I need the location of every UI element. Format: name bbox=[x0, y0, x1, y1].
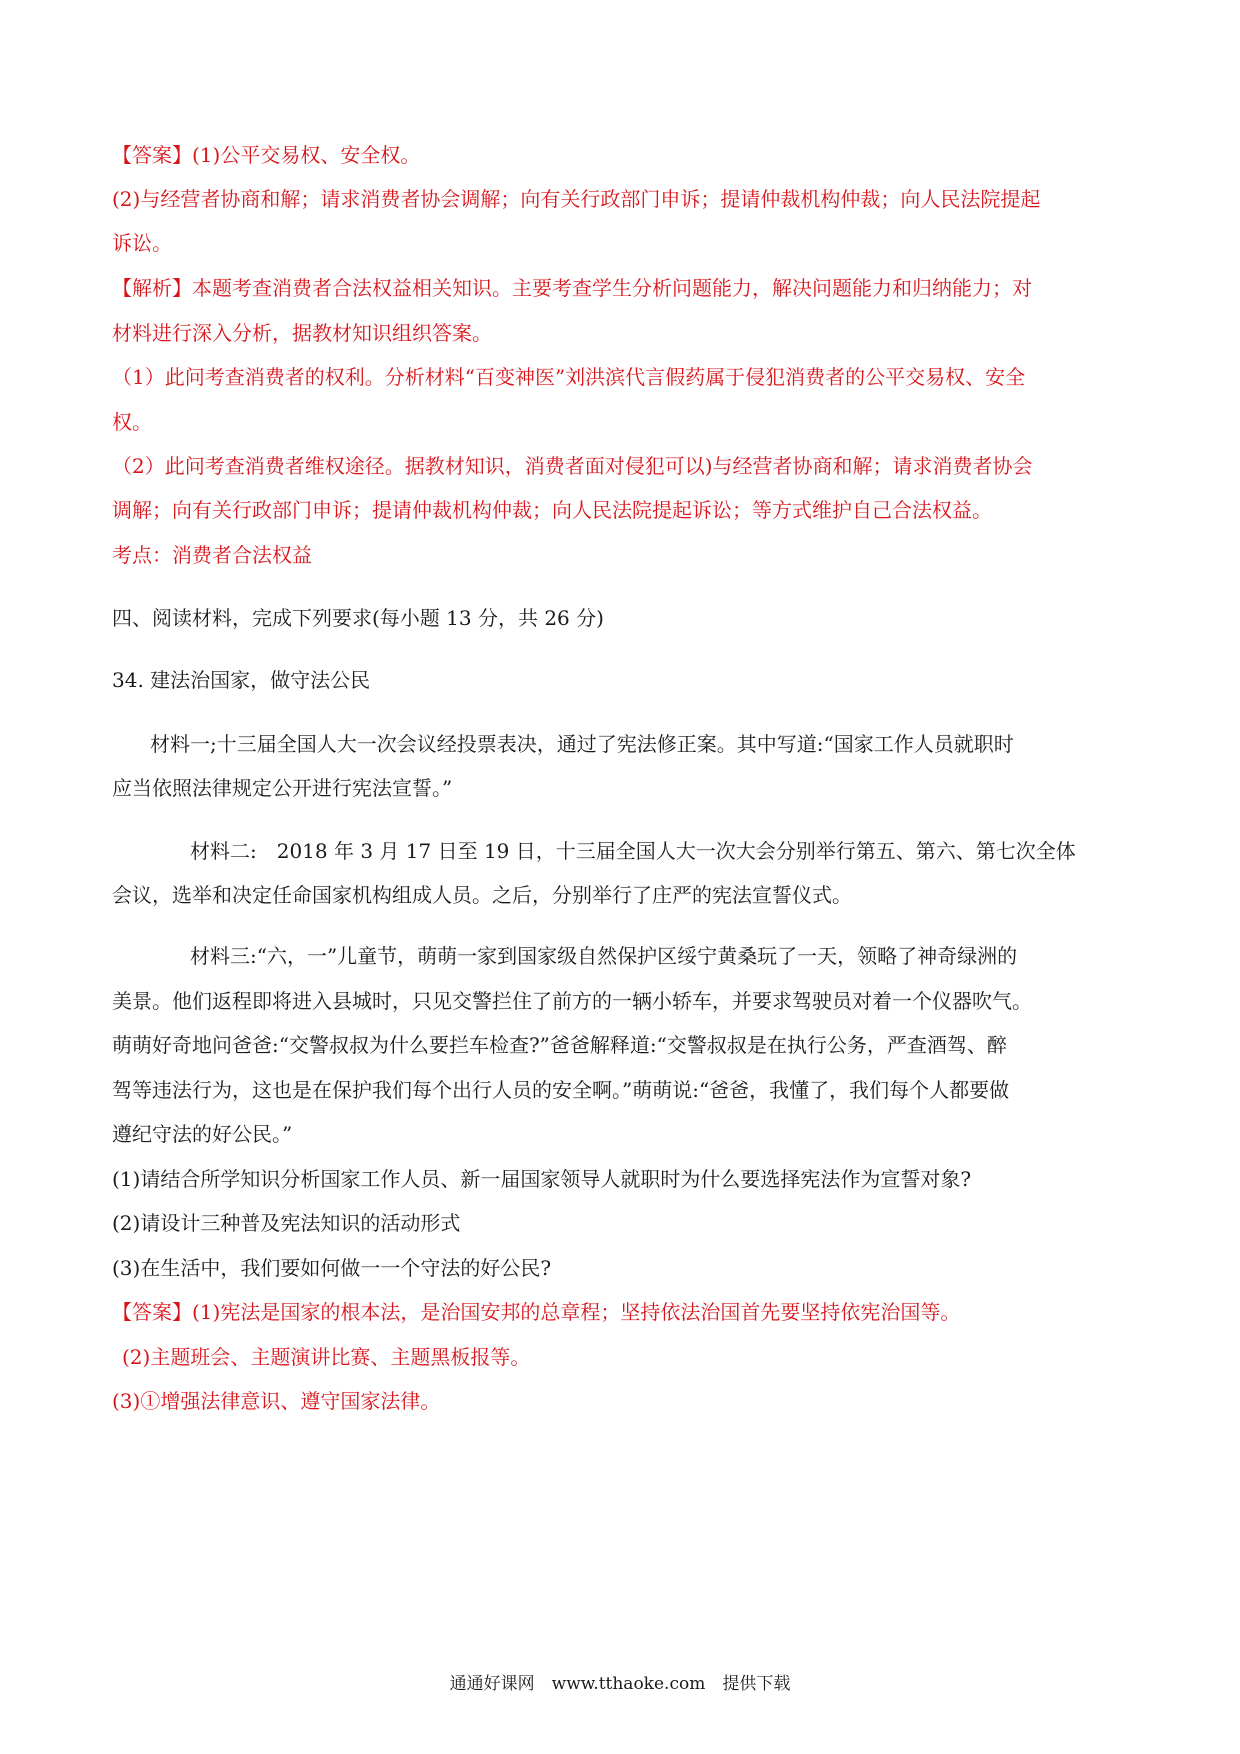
answer-label-line: 【答案】(1)宪法是国家的根本法，是治国安邦的总章程；坚持依法治国首先要坚持依宪治国等。 bbox=[112, 1300, 961, 1324]
material-three-line: 驾等违法行为，这也是在保护我们每个出行人员的安全啊。”萌萌说:“爸爸，我懂了，我们每个人都要做 bbox=[112, 1078, 1010, 1102]
answer-text-line: (2)与经营者协商和解；请求消费者协会调解；向有关行政部门申诉；提请仲裁机构仲裁；向人民法院提起 bbox=[112, 187, 1041, 211]
section-heading: 四、阅读材料，完成下列要求(每小题 13 分，共 26 分) bbox=[112, 606, 604, 630]
analysis-label-line: 【解析】本题考查消费者合法权益相关知识。主要考查学生分析问题能力，解决问题能力和归纳能力；对 bbox=[112, 276, 1032, 300]
material-one-line: 材料一;十三届全国人大一次会议经投票表决，通过了宪法修正案。其中写道:“国家工作人员就职时 bbox=[150, 732, 1014, 756]
material-two-line: 材料二: 2018 年 3 月 17 日至 19 日，十三届全国人大一次大会分别举行第五、第六、第七次全体 bbox=[190, 839, 1076, 863]
answer-text-line: (3)①增强法律意识、遵守国家法律。 bbox=[112, 1389, 441, 1413]
analysis-point1-line: （1）此问考查消费者的权利。分析材料“百变神医”刘洪滨代言假药属于侵犯消费者的公平交易权、安全 bbox=[112, 365, 1026, 389]
material-three-line: 材料三:“六，一”儿童节，萌萌一家到国家级自然保护区绥宁黄桑玩了一天，领略了神奇绿洲的 bbox=[190, 944, 1018, 968]
answer-label-line: 【答案】(1)公平交易权、安全权。 bbox=[112, 143, 421, 167]
analysis-point1-line: 权。 bbox=[112, 410, 152, 434]
answer-text-line: (2)主题班会、主题演讲比赛、主题黑板报等。 bbox=[122, 1345, 531, 1369]
answer-text-line: 诉讼。 bbox=[112, 231, 172, 255]
kaodian-line: 考点：消费者合法权益 bbox=[112, 543, 312, 567]
sub-question-1: (1)请结合所学知识分析国家工作人员、新一届国家领导人就职时为什么要选择宪法作为宣誓对象? bbox=[112, 1167, 972, 1191]
page-footer: 通通好课网 www.tthaoke.com 提供下载 bbox=[449, 1674, 791, 1694]
material-one-line: 应当依照法律规定公开进行宪法宣誓。” bbox=[112, 776, 453, 800]
material-two-line: 会议，选举和决定任命国家机构组成人员。之后，分别举行了庄严的宪法宣誓仪式。 bbox=[112, 883, 852, 907]
material-three-line: 美景。他们返程即将进入县城时，只见交警拦住了前方的一辆小轿车，并要求驾驶员对着一个仪器吹气。 bbox=[112, 989, 1032, 1013]
analysis-point2-line: （2）此问考查消费者维权途径。据教材知识，消费者面对侵犯可以)与经营者协商和解；请求消费者协会 bbox=[112, 454, 1033, 478]
material-three-line: 遵纪守法的好公民。” bbox=[112, 1122, 293, 1146]
sub-question-3: (3)在生活中，我们要如何做一一个守法的好公民? bbox=[112, 1256, 552, 1280]
sub-question-2: (2)请设计三种普及宪法知识的活动形式 bbox=[112, 1211, 461, 1235]
analysis-text-line: 材料进行深入分析，据教材知识组织答案。 bbox=[112, 321, 492, 345]
question-title: 34. 建法治国家，做守法公民 bbox=[112, 668, 371, 692]
material-three-line: 萌萌好奇地问爸爸:“交警叔叔为什么要拦车检查?”爸爸解释道:“交警叔叔是在执行公务，严查酒驾、醉 bbox=[112, 1033, 1007, 1057]
analysis-point2-line: 调解；向有关行政部门申诉；提请仲裁机构仲裁；向人民法院提起诉讼；等方式维护自己合法权益。 bbox=[112, 498, 992, 522]
